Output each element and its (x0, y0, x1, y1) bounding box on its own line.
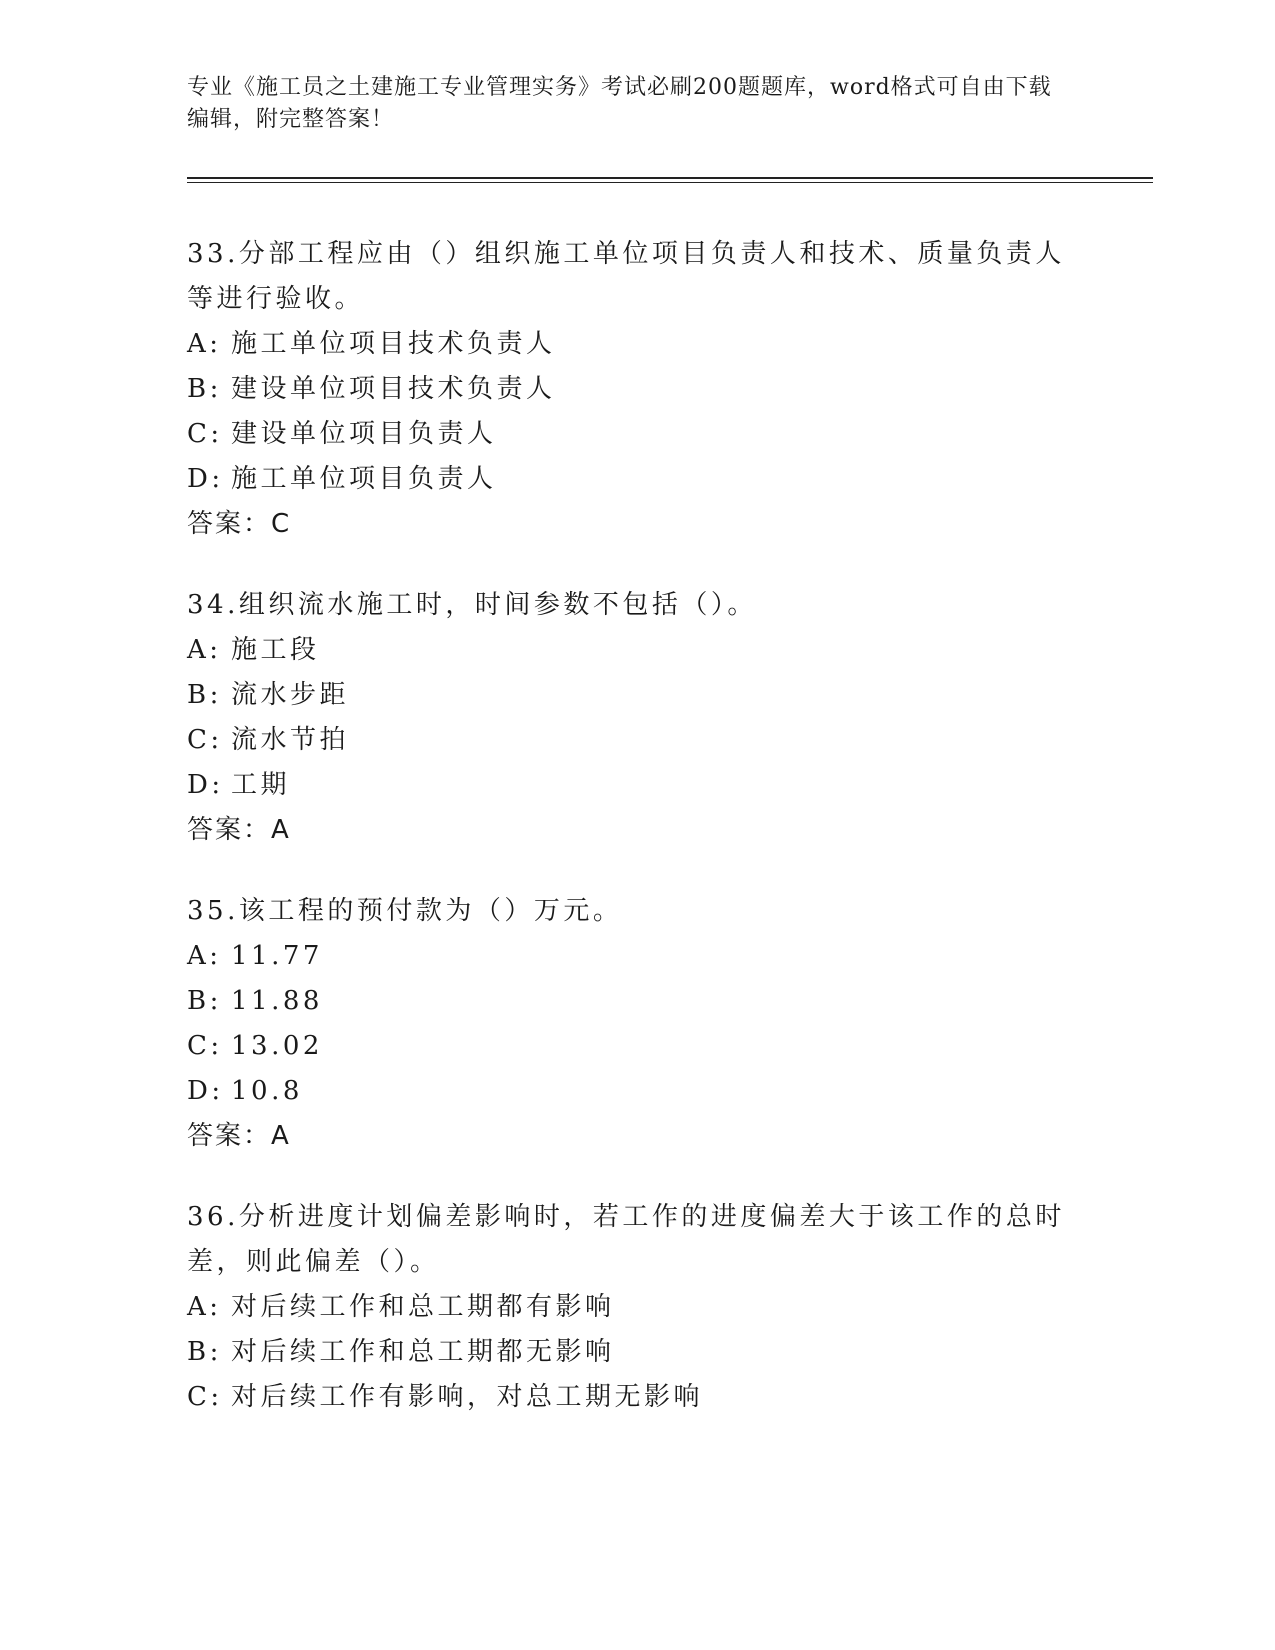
option-text: 流水节拍 (231, 725, 350, 755)
option-text: 10.8 (231, 1076, 303, 1106)
option-letter: A: (187, 329, 222, 359)
option-text: 13.02 (231, 1031, 323, 1061)
option-text: 工期 (231, 770, 291, 800)
option-text: 对后续工作和总工期都无影响 (231, 1337, 615, 1367)
option-a (187, 1285, 1087, 1330)
question-stem: 36.分析进度计划偏差影响时，若工作的进度偏差大于该工作的总时差，则此偏差（）。 (187, 1202, 1065, 1277)
option-text: 11.77 (231, 941, 323, 971)
answer-line: 答案：C (187, 509, 292, 539)
option-text: 建设单位项目技术负责人 (231, 374, 556, 404)
option-text: 对后续工作和总工期都有影响 (231, 1292, 615, 1322)
header-divider (187, 177, 1153, 179)
option-text: 11.88 (231, 986, 323, 1016)
question-stem: 35.该工程的预付款为（）万元。 (187, 896, 623, 926)
option-letter: A: (187, 941, 222, 971)
option-d (187, 763, 1087, 808)
option-letter: C: (187, 1382, 223, 1412)
option-letter: B: (187, 374, 222, 404)
question-stem: 33.分部工程应由（）组织施工单位项目负责人和技术、质量负责人等进行验收。 (187, 239, 1065, 314)
option-b (187, 367, 1087, 412)
option-letter: B: (187, 680, 222, 710)
answer-line: 答案：A (187, 1121, 291, 1151)
option-letter: A: (187, 1292, 222, 1322)
question-34 (187, 583, 1087, 853)
answer-line: 答案：A (187, 815, 291, 845)
option-text: 施工单位项目技术负责人 (231, 329, 556, 359)
header-divider-thin (187, 182, 1153, 183)
option-a (187, 934, 1087, 979)
option-text: 对后续工作有影响，对总工期无影响 (231, 1382, 704, 1412)
option-d (187, 457, 1087, 502)
option-letter: A: (187, 635, 222, 665)
option-b (187, 1330, 1087, 1375)
option-letter: D: (187, 1076, 224, 1106)
option-d (187, 1069, 1087, 1114)
option-a (187, 322, 1087, 367)
document-header: 专业《施工员之土建施工专业管理实务》考试必刷200题题库，word格式可自由下载编辑，附完整答案！ (187, 75, 1052, 132)
option-b (187, 673, 1087, 718)
option-letter: C: (187, 419, 223, 449)
option-letter: D: (187, 770, 224, 800)
option-text: 施工段 (231, 635, 320, 665)
question-35 (187, 889, 1087, 1159)
option-text: 建设单位项目负责人 (231, 419, 497, 449)
question-list (187, 232, 1087, 1456)
option-letter: D: (187, 464, 224, 494)
option-text: 施工单位项目负责人 (231, 464, 497, 494)
option-c (187, 718, 1087, 763)
question-36 (187, 1195, 1087, 1420)
option-c (187, 1024, 1087, 1069)
option-text: 流水步距 (231, 680, 350, 710)
option-letter: C: (187, 1031, 223, 1061)
question-stem: 34.组织流水施工时，时间参数不包括（）。 (187, 590, 757, 620)
option-c (187, 412, 1087, 457)
option-c (187, 1375, 1087, 1420)
option-letter: C: (187, 725, 223, 755)
option-b (187, 979, 1087, 1024)
option-letter: B: (187, 986, 222, 1016)
option-letter: B: (187, 1337, 222, 1367)
question-33 (187, 232, 1087, 547)
option-a (187, 628, 1087, 673)
